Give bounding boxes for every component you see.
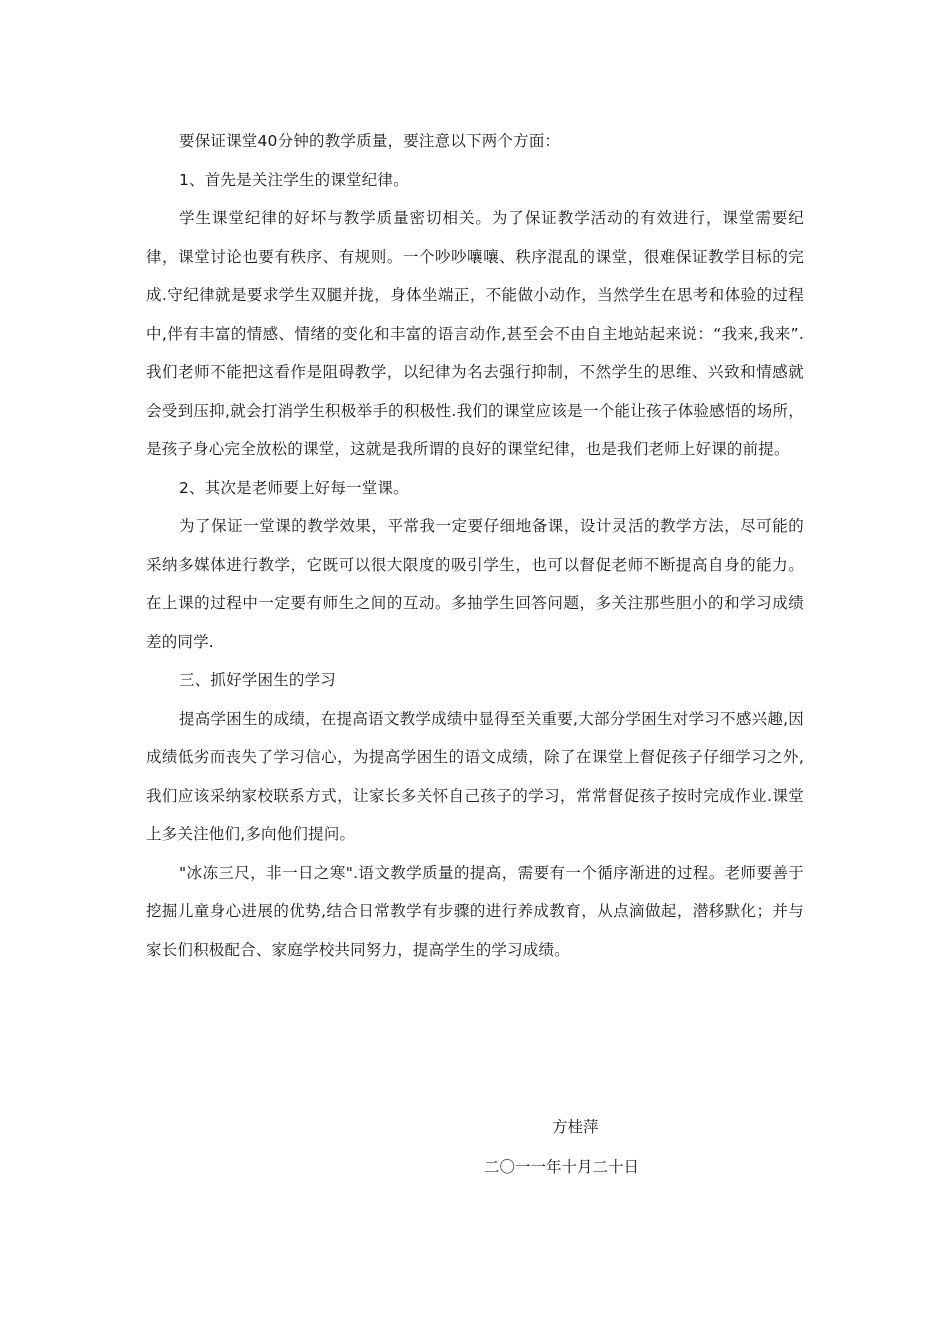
body-paragraph-struggling-students: 提高学困生的成绩，在提高语文教学成绩中显得至关重要,大部分学困生对学习不感兴趣,因成绩低劣而丧失了学习信心，为提高学困生的语文成绩，除了在课堂上督促孩子仔细学习之外,我们应该采纳家校联系方式，让家长多关怀自己孩子的学习，常常督促孩子按时完成作业.课堂上多关注他们,多向他们提问。	[146, 709, 804, 843]
section-heading-3: 三、抓好学困生的学习	[179, 671, 337, 689]
signature-name: 方桂萍	[552, 1118, 599, 1136]
body-paragraph-conclusion: "冰冻三尺，非一日之寒".语文教学质量的提高，需要有一个循序渐进的过程。老师要善于挖掘儿童身心进展的优势,结合日常教学有步骤的进行养成教育，从点滴做起，潜移默化；并与家长们积极配合、家庭学校共同努力，提高学生的学习成绩。	[146, 863, 804, 959]
intro-paragraph: 要保证课堂40分钟的教学质量，要注意以下两个方面：	[179, 132, 561, 150]
body-paragraph-lessons: 为了保证一堂课的教学效果，平常我一定要仔细地备课，设计灵活的教学方法，尽可能的采纳多媒体进行教学，它既可以很大限度的吸引学生，也可以督促老师不断提高自身的能力。在上课的过程中一定要有师生之间的互动。多抽学生回答问题，多关注那些胆小的和学习成绩差的同学.	[146, 517, 804, 651]
section-heading-1: 1、首先是关注学生的课堂纪律。	[179, 170, 409, 189]
signature-date: 二〇一一年十月二十日	[484, 1158, 640, 1176]
section-heading-2: 2、其次是老师要上好每一堂课。	[179, 478, 409, 497]
document-body	[146, 122, 804, 969]
body-paragraph-discipline: 学生课堂纪律的好坏与教学质量密切相关。为了保证教学活动的有效进行，课堂需要纪律，课堂讨论也要有秩序、有规则。一个吵吵嚷嚷、秩序混乱的课堂，很难保证教学目标的完成.守纪律就是要求学生双腿并拢，身体坐端正，不能做小动作，当然学生在思考和体验的过程中,伴有丰富的情感、情绪的变化和丰富的语言动作,甚至会不由自主地站起来说：“我来,我来”.我们老师不能把这看作是阻碍教学，以纪律为名去强行抑制，不然学生的思维、兴致和情感就会受到压抑,就会打消学生积极举手的积极性.我们的课堂应该是一个能让孩子体验感悟的场所，是孩子身心完全放松的课堂，这就是我所谓的良好的课堂纪律，也是我们老师上好课的前提。	[146, 209, 804, 458]
